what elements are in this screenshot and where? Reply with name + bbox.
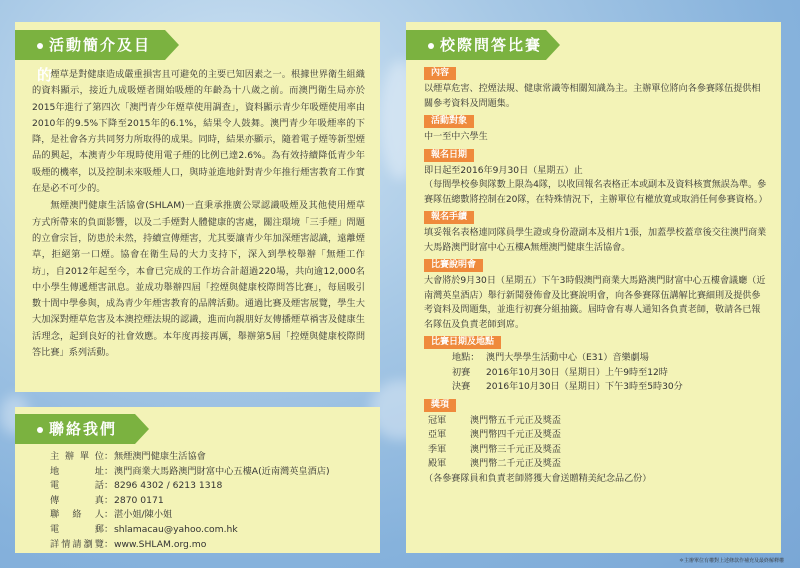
section-heading: 活動對象 xyxy=(424,115,474,128)
contact-label: 詳情請瀏覽 xyxy=(50,538,104,550)
contact-label: 主辦單位 xyxy=(50,451,104,462)
section-text: 以煙草危害、控煙法規、健康常識等相關知識為主。主辦單位將向各參賽隊伍提供相關參考資料及問題集。 xyxy=(424,84,761,109)
quiz-title: 校際問答比賽 xyxy=(440,36,543,54)
quiz-section-deadline xyxy=(424,148,769,208)
award-label: 冠軍 xyxy=(428,415,447,426)
section-heading: 報名日期 xyxy=(424,149,474,162)
prelim-label: 初賽 xyxy=(452,367,471,378)
section-heading: 獎項 xyxy=(424,399,456,412)
contact-title: 聯絡我們 xyxy=(49,420,118,438)
contact-email[interactable]: shlamacau@yahoo.com.hk xyxy=(114,523,238,535)
contact-row: 主辦單位 ： 無煙澳門健康生活協會 xyxy=(50,450,330,465)
contact-row: 詳情請瀏覽 ： www.SHLAM.org.mo xyxy=(50,538,330,553)
quiz-section-awards xyxy=(424,398,769,487)
intro-title: 活動簡介及目的 xyxy=(37,36,152,84)
contact-label: 電郵 xyxy=(50,523,104,535)
contact-row: 電話 ： 8296 4302 / 6213 1318 xyxy=(50,479,330,494)
award-value: 澳門幣三千元正及獎盃 xyxy=(470,444,561,455)
award-row xyxy=(424,457,769,472)
intro-paragraph: 煙草是對健康造成嚴重損害且可避免的主要已知因素之一。根據世界衛生組織的資料顯示，接近九成吸煙者開始吸煙的年齡為十八歲之前。而澳門衛生局亦於2015年進行了第四次「澳門青少年煙草使用調查」，資料顯示青少年吸煙使用率由2010年的9.5%下降至2015年的6.1%，結果令人鼓舞。澳門青少年吸煙率的下降，是社會各方共同努力所取得的成果。同時，結果亦顯示，隨着電子煙等新型煙品的興起，本澳青少年現時使用電子煙的比例已達2.6%。為有效持續降低青少年吸煙的機率，以及控制未來吸煙人口，與時並進地針對青少年推行煙害教育工作實在是必不可少的。 xyxy=(32,69,365,195)
final-label: 決賽 xyxy=(452,382,471,392)
section-heading: 報名手續 xyxy=(424,211,474,224)
award-row xyxy=(424,443,769,458)
contact-row: 聯絡人 ： 湛小姐/陳小姐 xyxy=(50,508,330,523)
award-value: 澳門幣二千元正及獎盃 xyxy=(470,459,561,469)
bullet-icon xyxy=(37,427,43,433)
section-text: 大會將於9月30日（星期五）下午3時假澳門商業大馬路澳門財富中心五樓會議廳（近南灣英皇酒店）舉行新聞發佈會及比賽說明會，向各參賽隊伍講解比賽細則及提供參考資料及問題集，並進行初賽分組抽籤。屆時會有專人通知各負責老師，敬請各已報名隊伍及負責老師到席。 xyxy=(424,276,766,330)
intro-title-bar xyxy=(15,30,165,84)
contact-row: 地址 ： 澳門商業大馬路澳門財富中心五樓A(近南灣英皇酒店) xyxy=(50,465,330,480)
intro-body xyxy=(32,67,365,362)
contact-value: 澳門商業大馬路澳門財富中心五樓A(近南灣英皇酒店) xyxy=(114,465,330,477)
prelim-row xyxy=(424,366,769,381)
contact-label: 傳真 xyxy=(50,494,104,506)
bullet-icon xyxy=(428,43,434,49)
bullet-icon xyxy=(37,43,43,49)
contact-value: 8296 4302 / 6213 1318 xyxy=(114,480,223,492)
award-row xyxy=(424,428,769,443)
contact-label: 聯絡人 xyxy=(50,509,104,521)
award-value: 澳門幣五千元正及獎盃 xyxy=(470,415,561,426)
quiz-section-target xyxy=(424,114,769,145)
final-row xyxy=(424,380,769,395)
contact-value: 無煙澳門健康生活協會 xyxy=(114,451,206,462)
section-text: 中一至中六學生 xyxy=(424,132,488,142)
award-label: 亞軍 xyxy=(428,430,447,440)
final-text: 2016年10月30日（星期日）下午3時至5時30分 xyxy=(486,382,683,392)
contact-label: 地址 xyxy=(50,465,104,477)
section-note: （每間學校參與隊數上限為4隊，以收回報名表格正本或副本及資料核實無誤為準。參賽隊伍總數將控制在20隊，在特殊情況下，主辦單位有權放寬或取消任何參賽資格。） xyxy=(424,180,768,205)
quiz-section-procedure xyxy=(424,210,769,255)
contact-value: 湛小姐/陳小姐 xyxy=(114,509,173,521)
award-row xyxy=(424,414,769,429)
quiz-title-bar xyxy=(406,30,546,60)
venue-text: 澳門大學學生活動中心（E31）音樂劇場 xyxy=(486,353,649,363)
section-text: 填妥報名表格連同隊員學生證或身份證副本及相片1張，加蓋學校蓋章後交往澳門商業大馬路澳門財富中心五樓A無煙澳門健康生活協會。 xyxy=(424,228,767,253)
section-text: 即日起至2016年9月30日（星期五）止 xyxy=(424,165,583,176)
quiz-body xyxy=(424,66,769,489)
award-label: 季軍 xyxy=(428,444,447,455)
contact-row: 電郵 ： shlamacau@yahoo.com.hk xyxy=(50,523,330,538)
footnote: ＊主辦單位有權對上述條款作補充及最終解釋權 xyxy=(678,558,784,564)
section-heading: 比賽說明會 xyxy=(424,259,483,272)
awards-note: （各參賽隊員和負責老師將獲大會送贈精美紀念品乙份） xyxy=(424,473,652,484)
award-label: 殿軍 xyxy=(428,459,447,469)
contact-title-bar xyxy=(15,414,135,444)
contact-label: 電話 xyxy=(50,480,104,492)
contact-website-link[interactable]: www.SHLAM.org.mo xyxy=(114,538,207,550)
quiz-section-content xyxy=(424,66,769,111)
venue-label: 地點： xyxy=(452,353,480,363)
contact-table xyxy=(50,450,330,552)
quiz-section-briefing xyxy=(424,258,769,332)
section-heading: 比賽日期及地點 xyxy=(424,336,501,349)
section-heading: 內容 xyxy=(424,67,456,80)
contact-value: 2870 0171 xyxy=(114,494,164,506)
prelim-text: 2016年10月30日（星期日）上午9時至12時 xyxy=(486,367,668,378)
intro-paragraph: 無煙澳門健康生活協會(SHLAM)一直秉承推廣公眾認識吸煙及其他使用煙草方式所帶來的負面影響，以及二手煙對人體健康的害處，關注環境「三手煙」問題的立會宗旨，防患於未然，持續宣傳煙害，尤其要讓青少年加深煙害認識，遠離煙草，拒絕第一口煙。協會在衛生局的大力支持下，深入到學校舉辦「無煙工作坊」，自2012年起至今，本會已完成的工作坊合計超過220場，共向逾12,000名中小學生傳遞煙害訊息。並成功舉辦四屆「控煙與健康校際問答比賽」，每屆吸引數十間中學參與，成為青少年煙害教育的品牌活動。通過比賽及煙害展覽，學生大大加深對煙草危害及本澳控煙法規的認識，進而向親朋好友傳播煙草禍害及健康生活理念，起到良好的社會效應。本年度再接再厲，舉辦第5屆「控煙與健康校際問答比賽」系列活動。 xyxy=(32,200,365,359)
quiz-section-schedule xyxy=(424,335,769,395)
contact-row: 傳真 ： 2870 0171 xyxy=(50,494,330,509)
award-value: 澳門幣四千元正及獎盃 xyxy=(470,430,561,440)
venue-row xyxy=(424,351,769,366)
